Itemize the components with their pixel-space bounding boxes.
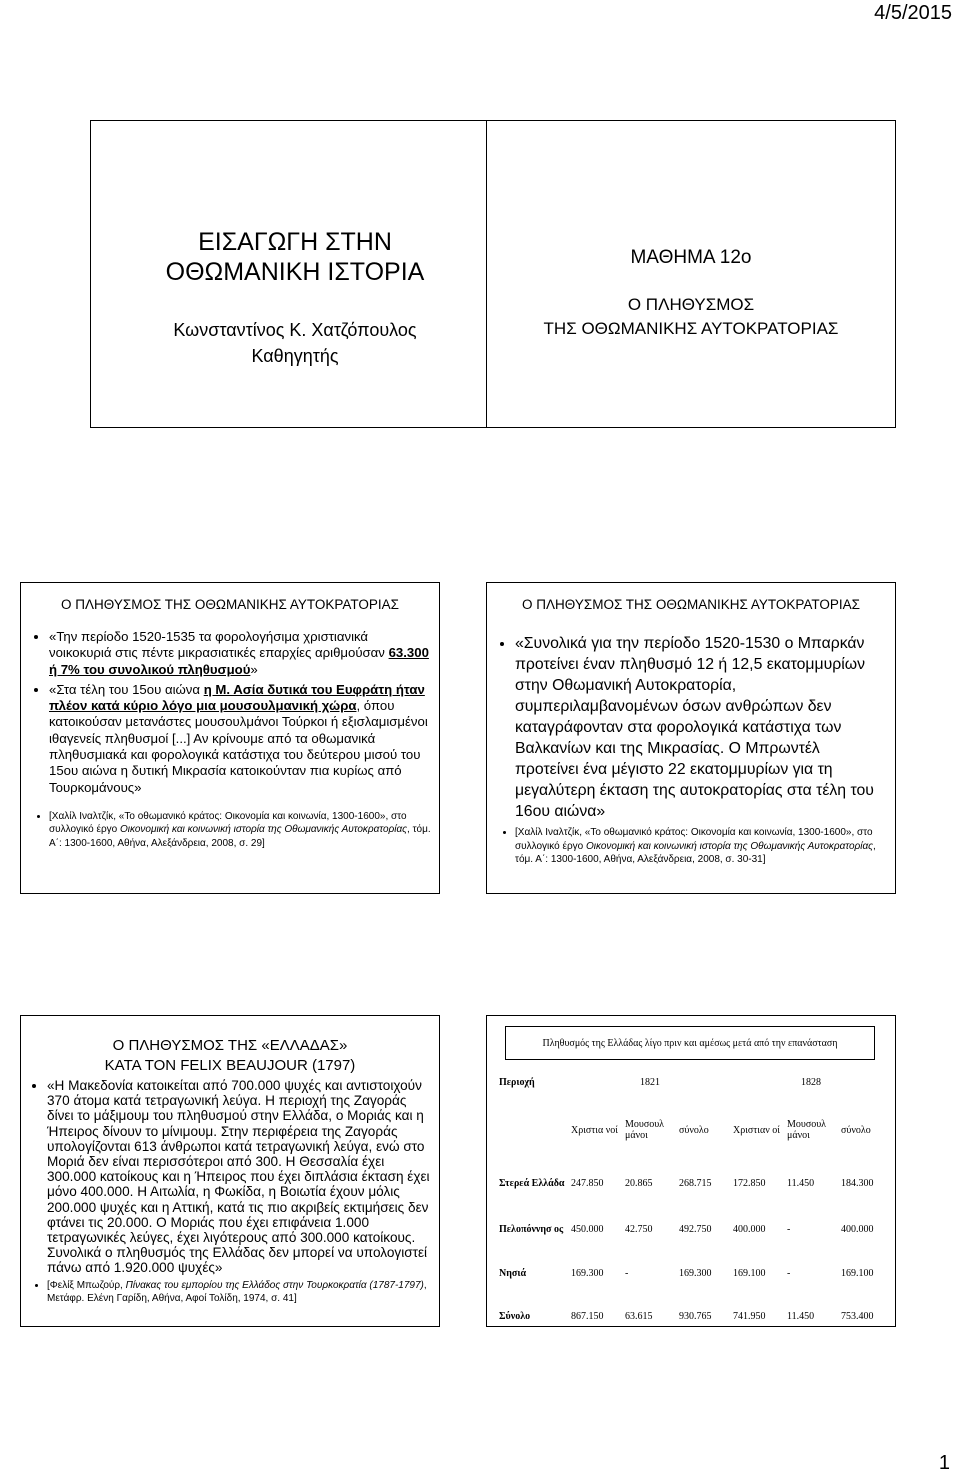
slide-heading: Ο ΠΛΗΘΥΣΜΟΣ ΤΗΣ ΟΘΩΜΑΝΙΚΗΣ ΑΥΤΟΚΡΑΤΟΡΙΑΣ — [522, 597, 860, 612]
reference-text: [Χαλίλ Ιναλτζίκ, «Το οθωμανικό κράτος: Οικονομία και κοινωνία, 1300-1600», στο συλλογικό έργο — [515, 827, 873, 852]
slide-title — [90, 120, 500, 428]
table-cell: 42.750 — [625, 1223, 653, 1235]
list-item — [49, 629, 431, 678]
region-cell: Σύνολο — [499, 1310, 531, 1322]
bullet-list — [29, 629, 431, 796]
table-cell: 184.300 — [841, 1177, 874, 1189]
lesson-topic-line2: ΤΗΣ ΟΘΩΜΑΝΙΚΗΣ ΑΥΤΟΚΡΑΤΟΡΙΑΣ — [543, 319, 839, 338]
reference-item — [515, 826, 887, 867]
bullet-text: «Την περίοδο 1520-1535 τα φορολογήσιμα χριστιανικά νοικοκυριά στις πέντε μικρασιατικές επαρχίες αριθμούσαν — [49, 629, 389, 661]
reference-end: , τόμ. Α΄: 1300-1600, Αθήνα, Αλεξάνδρεια, 2008, σ. 29] — [49, 824, 431, 849]
reference-list — [27, 1279, 433, 1306]
table-cell: 753.400 — [841, 1310, 874, 1322]
column-header: Χριστια νοί — [571, 1124, 618, 1136]
slide-greece-beaujour — [20, 1015, 440, 1327]
reference-end: , Μετάφρ. Ελένη Γαρίδη, Αθήνα, Αφοί Τολίδη, 1974, σ. 41] — [47, 1279, 427, 1305]
reference-item — [47, 1279, 433, 1306]
year-header-1821: 1821 — [640, 1076, 660, 1088]
slide-content — [29, 629, 431, 850]
reference-item — [49, 810, 431, 851]
bullet-list — [27, 1078, 433, 1276]
table-cell: 172.850 — [733, 1177, 766, 1189]
table-cell: 867.150 — [571, 1310, 604, 1322]
table-subheader-row — [497, 1100, 891, 1160]
course-title-line1: ΕΙΣΑΓΩΓΗ ΣΤΗΝ — [198, 228, 392, 256]
course-title-line2: ΟΘΩΜΑΝΙΚΗ ΙΣΤΟΡΙΑ — [165, 258, 425, 286]
slide-population-estimates — [486, 582, 896, 894]
table-cell: - — [787, 1267, 791, 1279]
population-table — [497, 1064, 891, 1338]
table-cell: - — [625, 1267, 629, 1279]
table-row — [497, 1252, 891, 1294]
table-cell: 63.615 — [625, 1310, 653, 1322]
bullet-text-rest: , όπου κατοικούσαν μετανάστες μουσουλμάνοι Τούρκοι ή εξισλαμισμένοι ιθαγενείς πληθυσμοί [...] Αν κρίνουμε από τα οθωμανικά πληθυσμιακά και φορολογικά κατάστιχα του δεύτερου μισού του 15ου αιώνα η δυτική Μικρασία κατοικούνταν πια κυρίως από Τουρκομάνους» — [49, 698, 428, 795]
column-header: Μουσουλ μάνοι — [787, 1119, 827, 1141]
table-row — [497, 1206, 891, 1252]
slide-content — [495, 633, 887, 867]
table-header-row — [497, 1064, 891, 1100]
course-title — [91, 227, 499, 287]
reference-list — [495, 826, 887, 867]
table-cell — [497, 1100, 569, 1160]
table-cell: 20.865 — [625, 1177, 653, 1189]
list-item: • «Η Μακεδονία κατοικείται από 700.000 ψυχές και αντιστοιχούν 370 άτομα κατά τετραγωνική λεύγα. Η περιοχή της Ζαγοράς δίνει το μάξιμουμ του πληθυσμού στην Ελλάδα, ο Μοριάς και η Ήπειρος δίνουν το μίνιμουμ. Στην περιφέρεια της Ζαγοράς υπολογίζονται 613 άνθρωποι κατά τετραγωνική λεύγα, ενώ στο Μοριά δεν είναι περισσότεροι από 300. Η Θεσσαλία έχει 300.000 κατοίκους και η Ήπειρος που έχει διπλάσια έκταση έχει μόνο 400.000. Η Αιτωλία, η Φωκίδα, η Βοιωτία έχουν μόλις 200.000 ψυχές και η Αττική, κατά τις πιο ακριβείς εκτιμήσεις δεν φτάνει τις 20.000. Ο Μοριάς που έχει επιφάνεια 1.000 τετραγωνικές λεύγες, έχει λιγότερους από 300.000 κατοίκους. Συνολικά ο πληθυσμός της Ελλάδας δεν μπορεί να υπολογιστεί πάνω από 1.920.000 ψυχές» — [47, 1078, 433, 1276]
list-item — [49, 682, 431, 796]
table-cell: 741.950 — [733, 1310, 766, 1322]
table-cell: 169.300 — [571, 1267, 604, 1279]
table-row — [497, 1294, 891, 1338]
slide-heading-line2: ΚΑΤΑ ΤΟΝ FELIX BEAUJOUR (1797) — [104, 1057, 356, 1074]
reference-title: Οικονομική και κοινωνική ιστορία της Οθωμανικής Αυτοκρατορίας — [119, 824, 408, 836]
bullet-list — [495, 633, 887, 822]
region-header: Περιοχή — [499, 1076, 535, 1088]
region-cell: Πελοπόννησ ος — [499, 1223, 564, 1235]
slide-lesson — [486, 120, 896, 428]
lesson-number: ΜΑΘΗΜΑ 12ο — [630, 247, 752, 268]
slide-population-asia-minor — [20, 582, 440, 894]
table-cell: 450.000 — [571, 1223, 604, 1235]
reference-title: Οικονομική και κοινωνική ιστορία της Οθωμανικής Αυτοκρατορίας — [585, 840, 874, 852]
reference-title: Πίνακας του εμπορίου της Ελλάδος στην Τουρκοκρατία (1787-1797) — [125, 1279, 424, 1291]
slide-heading — [21, 1036, 439, 1076]
table-cell: 169.300 — [679, 1267, 712, 1279]
table-cell: 400.000 — [733, 1223, 766, 1235]
table-cell: 247.850 — [571, 1177, 604, 1189]
page-number: 1 — [938, 1452, 950, 1474]
page-date: 4/5/2015 — [874, 2, 952, 24]
slide-heading: Ο ΠΛΗΘΥΣΜΟΣ ΤΗΣ ΟΘΩΜΑΝΙΚΗΣ ΑΥΤΟΚΡΑΤΟΡΙΑΣ — [61, 597, 399, 612]
column-header: σύνολο — [679, 1124, 709, 1136]
list-item: • «Συνολικά για την περίοδο 1520-1530 ο Μπαρκάν προτείνει έναν πληθυσμό 12 ή 12,5 εκατομμυρίων στην Οθωμανική Αυτοκρατορία, συμπεριλαμβανομένων όσων ανθρώπων δεν καταγράφονταν στα φορολογικά κατάστιχα των Βαλκανίων και της Μικρασίας. Ο Μπρωντέλ προτείνει ένα μέγιστο 22 εκατομμυρίων για τη μεγαλύτερη έκταση της αυτοκρατορίας στα τέλη του 16ου αιώνα» — [515, 633, 887, 822]
bullet-text: «Στα τέλη του 15ου αιώνα — [49, 681, 204, 697]
reference-end: , τόμ. Α΄: 1300-1600, Αθήνα, Αλεξάνδρεια, 2008, σ. 30-31] — [515, 840, 876, 865]
column-header: σύνολο — [841, 1124, 871, 1136]
table-cell: 930.765 — [679, 1310, 712, 1322]
table-cell: 169.100 — [841, 1267, 874, 1279]
table-cell: - — [787, 1223, 791, 1235]
lesson-topic — [487, 293, 895, 341]
column-header: Μουσουλ μάνοι — [625, 1119, 665, 1141]
lesson-topic-line1: Ο ΠΛΗΘΥΣΜΟΣ — [627, 295, 755, 314]
table-cell: 11.450 — [787, 1310, 815, 1322]
table-cell: 400.000 — [841, 1223, 874, 1235]
slide-content — [27, 1078, 433, 1306]
reference-text: [Φελίξ Μπωζούρ, — [47, 1279, 126, 1291]
table-cell: 169.100 — [733, 1267, 766, 1279]
region-cell: Στερεά Ελλάδα — [499, 1177, 565, 1189]
slide-heading-line1: Ο ΠΛΗΘΥΣΜΟΣ ΤΗΣ «ΕΛΛΑΔΑΣ» — [112, 1037, 348, 1054]
region-cell: Νησιά — [499, 1267, 527, 1279]
author-block — [91, 317, 499, 369]
reference-list — [29, 810, 431, 851]
column-header: Χριστιαν οί — [733, 1124, 780, 1136]
author-role: Καθηγητής — [251, 346, 339, 366]
table-cell: 268.715 — [679, 1177, 712, 1189]
emphasis-text: η Μ. Ασία δυτικά του Ευφράτη ήταν πλέον κατά κύριο λόγο μια μουσουλμανική χώρα — [49, 681, 425, 714]
reference-text: [Χαλίλ Ιναλτζίκ, «Το οθωμανικό κράτος: Οικονομία και κοινωνία, 1300-1600», στο συλλογικό έργο — [49, 810, 407, 836]
bullet-text-end: » — [250, 661, 258, 677]
emphasis-text: 63.300 ή 7% του συνολικού πληθυσμού — [49, 645, 429, 677]
table-title: Πληθυσμός της Ελλάδας λίγο πριν και αμέσως μετά από την επανάσταση — [505, 1026, 875, 1060]
table-cell: 492.750 — [679, 1223, 712, 1235]
table-cell: 11.450 — [787, 1177, 815, 1189]
author-name: Κωνσταντίνος Κ. Χατζόπουλος — [173, 320, 417, 340]
slide-population-table — [486, 1015, 896, 1327]
year-header-1828: 1828 — [801, 1076, 821, 1088]
table-row — [497, 1160, 891, 1206]
